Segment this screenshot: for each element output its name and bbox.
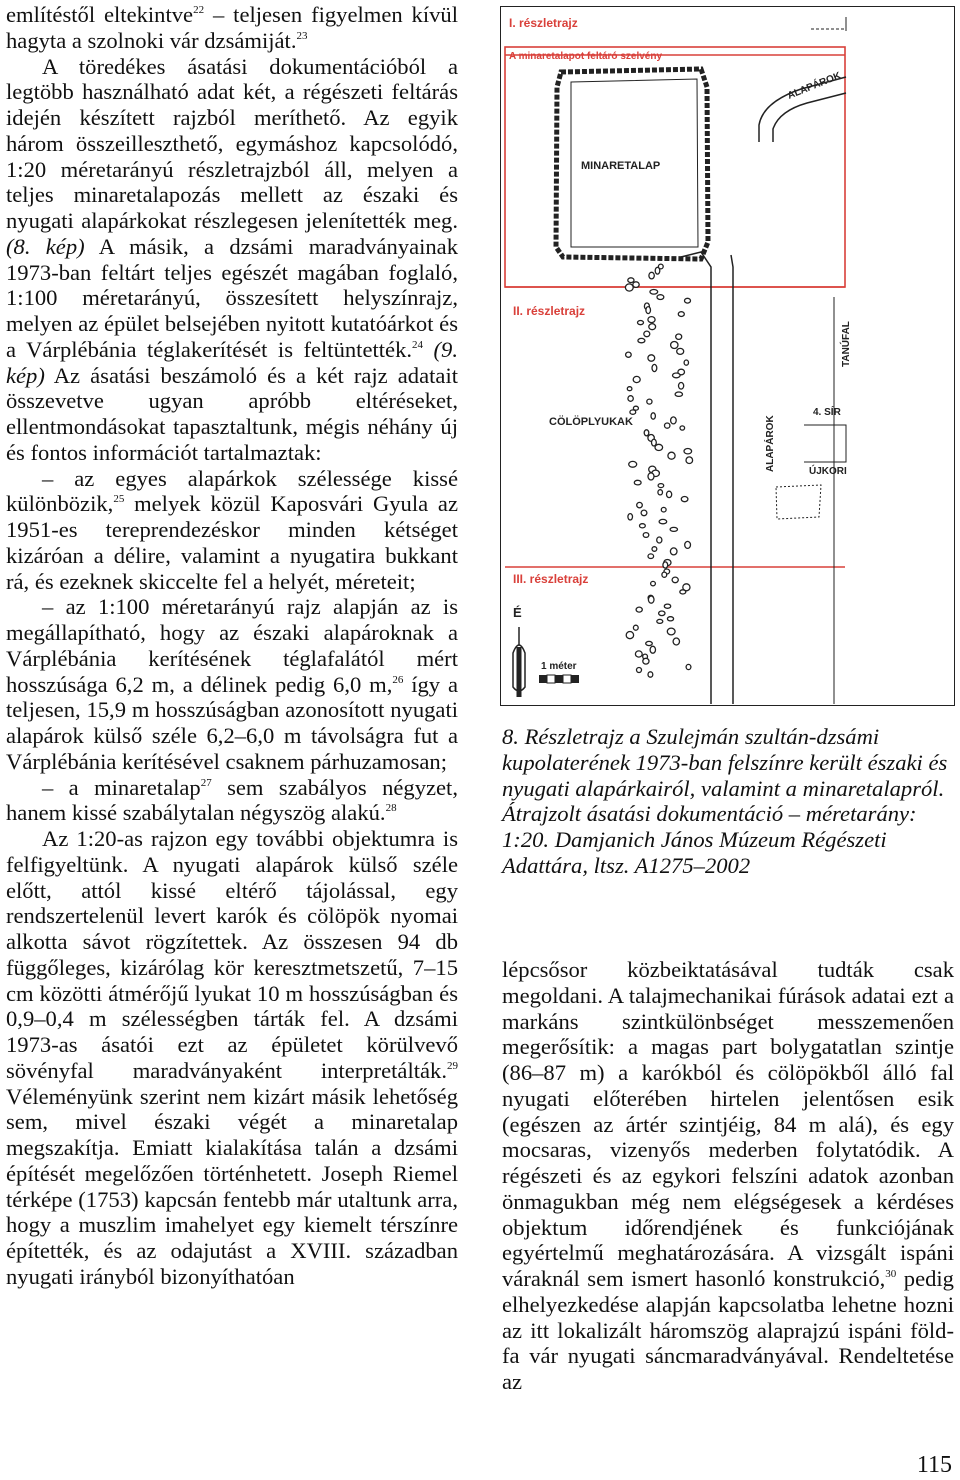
posthole	[678, 312, 684, 317]
posthole	[685, 541, 691, 548]
posthole	[641, 510, 647, 516]
posthole	[667, 617, 673, 621]
scale-bar	[539, 661, 579, 683]
text-run: – a minaretalap	[42, 774, 201, 800]
paragraph-right-1	[502, 957, 954, 1395]
posthole	[636, 607, 642, 612]
posthole	[644, 331, 650, 337]
posthole	[650, 646, 655, 653]
posthole	[637, 668, 642, 673]
footnote-ref: 30	[885, 1268, 897, 1280]
posthole	[628, 514, 633, 520]
posthole	[671, 417, 677, 424]
posthole	[655, 444, 663, 450]
posthole	[648, 596, 654, 603]
posthole	[662, 572, 667, 577]
posthole	[658, 484, 664, 488]
posthole	[657, 537, 662, 543]
posthole	[657, 619, 663, 623]
label-trench: A minaretalapot feltáró szelvény	[509, 51, 663, 62]
text-run: lépcsősor közbeiktatásával tudták csak megoldani. A talajmechanikai fúrások adatai ezt a markáns szintkülönbséget messzemenően megerősítik: a magas part bolygatatlan szintje (86–87 m) a karókból és cölöpökből álló fal nyugati előterében hirtelen jelentősen esik (egészen az ártér szintjéig, 84 m alá), és egy mocsaras, vizenyős mederben folytatódik. A régészeti és az egykori felszíni adatok azonban önmagukban még nem elégségesek a kérdéses objektum időrendjének és funkciójának egyértelmű meghatározására. A vizsgált ispáni váraknál sem ismert hasonló konstrukció,	[502, 957, 954, 1291]
label-grave: 4. SÍR	[813, 407, 841, 418]
posthole	[659, 611, 665, 616]
posthole	[629, 461, 637, 467]
posthole	[684, 360, 688, 365]
posthole	[670, 548, 677, 555]
north-arrow	[513, 605, 525, 697]
posthole	[650, 290, 658, 295]
label-witness-wall: TANÚFAL	[841, 321, 852, 367]
label-section-ii: II. részletrajz	[513, 304, 586, 318]
posthole	[638, 338, 645, 342]
posthole	[652, 547, 657, 552]
paragraph-6	[6, 826, 458, 1290]
posthole	[667, 491, 672, 497]
foundation-trenches	[681, 77, 846, 704]
figure-caption: 8. Részletrajz a Szulejmán szultán-dzsámi kupolaterének 1973-ban felszínre került északi és nyugati alapárkairól, valamint a minaretalapról. Átrajzolt ásatási dokumentáció – méretarány: 1:20. Damjanich János Múzeum Régészeti Adattára, ltsz. A1275–2002	[502, 724, 948, 878]
text-run: Véleményünk szerint nem kizárt másik lehetőség sem, mivel északi végét a minaretalap megszakítja. Emiatt kialakítása talán a dzsámi építését megelőzően történhetett. Joseph Riemel térképe (1753) kapcsán fentebb már utaltunk arra, hogy a muszlim imahelyet egy kiemelt térszínre építették, és az odajutást a XVIII. században nyugati irányból bizonyíthatóan	[6, 1083, 458, 1289]
posthole	[643, 658, 649, 664]
svg-text:É: É	[513, 605, 522, 620]
posthole	[667, 628, 675, 635]
posthole	[684, 449, 692, 454]
posthole	[663, 562, 668, 568]
posthole	[626, 352, 632, 357]
posthole	[676, 334, 682, 339]
posthole	[655, 267, 660, 274]
posthole	[681, 497, 688, 502]
posthole	[659, 519, 667, 523]
posthole	[637, 502, 643, 507]
posthole	[658, 490, 663, 495]
label-foundation-trench-side: ALAPÁROK	[765, 415, 776, 472]
posthole	[648, 554, 654, 559]
text-run: Az ásatási beszámoló és a két rajz adatait összevetve ugyan apróbb eltéréseket, ellentmondásokat tapasztaltunk, mégis néhány új és fontos információt tartalmaztak:	[6, 362, 458, 465]
paragraph-2	[6, 54, 458, 466]
text-run: Az 1:20-as rajzon egy további objektumra is felfigyeltünk. A nyugati alapárok külső széle előtt, attól kissé eltérő tájolással, egy rendszertelenül levert karók és cölöpök nyomai alkotta sávot rögzítettek. Az összesen 94 db függőleges, kizárólag kör keresztmetszetű, 7–15 cm közötti átmérőjű lyukat 10 m hosszúságban és 0,9–0,4 m szélességben tárták fel. A dzsámi 1973-as ásatói ezt az épületet körülvevő sövényfal maradványaként interpretálták.	[6, 826, 458, 1083]
posthole	[652, 364, 657, 371]
posthole	[648, 317, 655, 323]
svg-text:1 méter: 1 méter	[541, 661, 577, 672]
posthole	[649, 324, 656, 330]
footnote-ref: 24	[412, 338, 424, 351]
paragraph-4-list-item	[6, 594, 458, 774]
page-number: 115	[916, 1452, 952, 1478]
posthole	[651, 413, 655, 419]
posthole	[627, 387, 632, 391]
text-run: pedig elhelyezkedése alapján kapcsolatba lehetne hozni az itt lokalizált háromszög alaprajzú ispáni föld-fa vár nyugati sáncmaradványával. Rendeltetése az	[502, 1266, 954, 1394]
posthole	[675, 392, 682, 396]
footnote-ref: 23	[296, 29, 308, 42]
posthole	[673, 373, 681, 378]
text-run: A másik, a dzsámi maradványainak 1973-ban feltárt teljes egészét magában foglaló, 1:100 méretarányú, összesített helyszínrajz, melyen az épület belsejében nyitott kutatóárkot és a Várplébánia téglakerítését is feltüntették.	[6, 233, 458, 362]
posthole	[648, 355, 655, 361]
figure-reference: (8. kép)	[6, 233, 85, 259]
posthole	[630, 410, 636, 414]
posthole	[638, 321, 644, 325]
posthole	[648, 672, 653, 677]
posthole	[680, 590, 686, 594]
text-run: sem szabályos négyzet, hanem kissé szabálytalan négyszög alakú.	[6, 774, 458, 826]
posthole	[646, 307, 651, 314]
footnote-ref: 27	[200, 776, 212, 789]
posthole	[635, 651, 642, 657]
footnote-ref: 22	[193, 4, 205, 16]
posthole	[661, 507, 666, 512]
posthole	[644, 430, 649, 436]
text-run: – az 1:100 méretarányú rajz alapján az is megállapítható, hogy az északi alapároknak a Várplébánia kerítésének téglafalától mért hosszúsága 6,2 m, a délinek pedig 6,0 m,	[6, 594, 458, 697]
posthole	[664, 604, 670, 608]
posthole	[643, 533, 649, 538]
posthole	[626, 632, 633, 639]
text-run: A töredékes ásatási dokumentációból a legtöbb használható adat két, a régészeti feltárás idején készített rajzból meríthető. Az egyik három összeilleszthető, egymáshoz kapcsolódó, 1:20 méretarányú részletrajzból áll, melyen a teljes minaretalapozás mellett az északi és nyugati alapárkokat részlegesen jelenítették meg.	[6, 53, 458, 233]
posthole	[633, 625, 638, 630]
text-run: melyek közül Kaposvári Gyula az 1951-es tereprendezéskor minden kétséget kizáróan a délire, valamint a nyugatira bukkant rá, és ezeknek skiccelte fel a helyét, méreteit;	[6, 491, 458, 594]
posthole	[633, 282, 639, 288]
text-run: – teljesen figyelmen kívül hagyta a szolnoki vár dzsámiját.	[6, 2, 458, 53]
text-run	[423, 337, 434, 362]
posthole	[672, 577, 678, 583]
posthole	[685, 298, 691, 303]
posthole	[671, 342, 678, 349]
posthole	[646, 641, 653, 645]
left-text-column	[6, 2, 458, 1290]
posthole	[628, 278, 634, 283]
posthole	[680, 426, 685, 430]
text-run: – az egyes alapárkok szélessége kissé különbözik,	[6, 465, 458, 517]
posthole	[686, 664, 691, 669]
label-minaret-base: MINARETALAP	[581, 160, 661, 172]
label-section-iii: III. részletrajz	[513, 572, 589, 586]
posthole	[628, 396, 633, 402]
posthole	[657, 295, 664, 300]
paragraph-3-list-item	[6, 466, 458, 595]
text-run: említéstől eltekintve	[6, 2, 194, 27]
label-foundation-trench-top: ALAPÁROK	[786, 70, 843, 102]
posthole	[679, 383, 684, 390]
posthole	[668, 452, 675, 459]
posthole	[640, 524, 646, 528]
right-text-column	[502, 957, 954, 1395]
posthole	[673, 638, 679, 645]
label-section-i: I. részletrajz	[509, 16, 578, 30]
paragraph-5-list-item	[6, 775, 458, 827]
posthole	[665, 423, 670, 428]
postholes	[625, 264, 692, 677]
figure-reference: (9. kép)	[6, 336, 458, 388]
footnote-ref: 25	[113, 493, 125, 506]
posthole	[633, 376, 640, 382]
posthole	[634, 480, 641, 485]
posthole	[625, 284, 633, 291]
footnote-ref: 29	[447, 1059, 458, 1072]
text-run: így a teljesen, 15,9 m hosszúságban azonosított nyugati alapárok külső széle 6,2–6,0 m távolságra fut a Várplébánia kerítésével csaknem párhuzamosan;	[6, 671, 458, 774]
paragraph-1	[6, 2, 458, 54]
posthole	[649, 272, 654, 279]
footnote-ref: 28	[385, 802, 397, 815]
posthole	[647, 399, 652, 404]
posthole	[670, 527, 677, 531]
label-modern: ÚJKORI	[809, 466, 847, 477]
excavation-drawing	[500, 6, 955, 706]
posthole	[651, 581, 656, 585]
posthole	[686, 457, 693, 464]
footnote-ref: 26	[392, 673, 404, 686]
label-postholes: CÖLÖPLYUKAK	[549, 416, 633, 428]
posthole	[677, 348, 684, 354]
posthole	[648, 473, 654, 480]
